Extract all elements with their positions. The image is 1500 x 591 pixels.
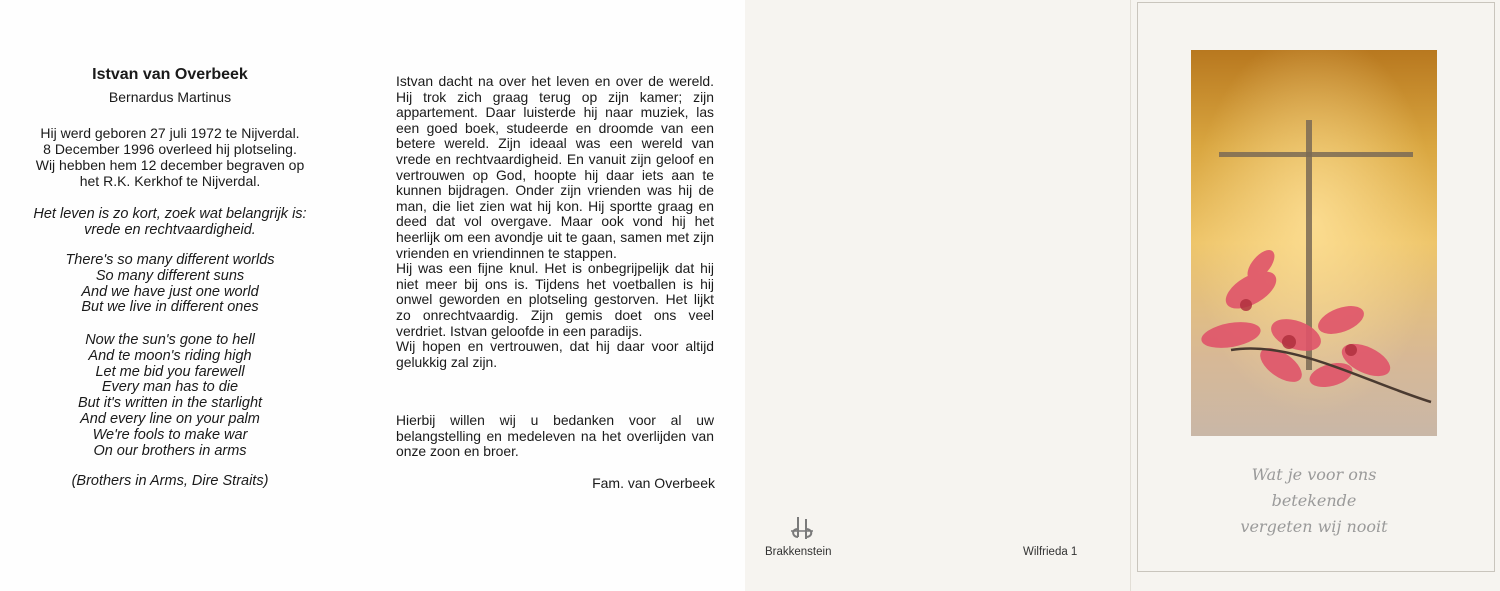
verse-line: We're fools to make war bbox=[92, 426, 248, 443]
verse-2 bbox=[0, 333, 340, 459]
deceased-name: Istvan van Overbeek bbox=[92, 66, 248, 83]
given-names: Bernardus Martinus bbox=[108, 89, 232, 105]
thanks-text: Hierbij willen wij u bedanken voor al uw belangstelling en medeleven na het overlijden van onze zoon en broer. bbox=[396, 412, 714, 460]
paragraph-death: Hij was een fijne knul. Het is onbegrijpelijk dat hij niet meer bij ons is. Tijdens het voetballen is hij onwel geworden en plotseling gestorven. Het lijkt zo onrechtvaardig. Zijn gemis doet ons veel verdriet. Istvan geloofde in een paradijs. bbox=[396, 260, 714, 339]
motto-line: Wat je voor ons bbox=[1251, 465, 1377, 484]
verse-line: There's so many different worlds bbox=[65, 252, 275, 268]
verse-line: And we have just one world bbox=[81, 283, 259, 300]
verse-line: But it's written in the starlight bbox=[77, 395, 263, 412]
bio-line: Wij hebben hem 12 december begraven op bbox=[35, 157, 305, 173]
saying-line: vrede en rechtvaardigheid. bbox=[84, 222, 256, 238]
outer-back-panel bbox=[745, 0, 1130, 591]
verse-1 bbox=[0, 253, 340, 316]
song-credit: (Brothers in Arms, Dire Straits) bbox=[71, 473, 269, 489]
verse-line: And te moon's riding high bbox=[88, 347, 252, 364]
paragraph-life: Istvan dacht na over het leven en over de wereld. Hij trok zich graag terug op zijn kamer; zijn appartement. Daar luisterde hij naar muziek, las een goed boek, studeerde en droomde van een betere wereld. Zijn ideaal was een wereld van vrede en rechtvaardigheid. En vanuit zijn geloof en vertrouwen op God, hoopte hij daar iets aan te kunnen bijdragen. Onder zijn vrienden was hij de man, die liet zien wat hij kon. Hij sportte graag en deed dat vol overgave. Maar ook vond hij het heerlijk om een avondje uit te gaan, samen met zijn vrienden en vriendinnen te stappen. bbox=[396, 73, 714, 261]
motto-line: betekende bbox=[1271, 491, 1357, 510]
bio-block bbox=[0, 125, 340, 189]
saying-line: Het leven is zo kort, zoek wat belangrijk is: bbox=[33, 206, 307, 222]
bio-line: Hij werd geboren 27 juli 1972 te Nijverdal. bbox=[40, 125, 300, 141]
signature: Fam. van Overbeek bbox=[592, 475, 715, 491]
bio-line: 8 December 1996 overleed hij plotseling. bbox=[43, 141, 297, 157]
paragraph-hope: Wij hopen en vertrouwen, dat hij daar voor altijd gelukkig zal zijn. bbox=[396, 338, 714, 370]
saying-block bbox=[0, 206, 340, 238]
inner-left-panel bbox=[0, 0, 372, 591]
memorial-text bbox=[396, 74, 714, 370]
verse-line: So many different suns bbox=[95, 267, 245, 284]
inner-right-panel bbox=[372, 0, 745, 591]
motto-line: vergeten wij nooit bbox=[1240, 517, 1388, 536]
bio-line: het R.K. Kerkhof te Nijverdal. bbox=[79, 173, 261, 189]
verse-line: On our brothers in arms bbox=[93, 442, 247, 459]
verse-line: Every man has to die bbox=[101, 379, 239, 396]
verse-line: Let me bid you farewell bbox=[95, 363, 245, 380]
motto bbox=[1191, 462, 1437, 540]
verse-line: Now the sun's gone to hell bbox=[85, 332, 255, 348]
brakkenstein-logo-icon bbox=[787, 513, 817, 543]
cross-with-orchid-icon bbox=[1191, 50, 1437, 436]
outer-front-panel bbox=[1130, 0, 1500, 591]
publisher-name: Brakkenstein bbox=[765, 546, 832, 558]
verse-line: And every line on your palm bbox=[80, 410, 260, 427]
verse-line: But we live in different ones bbox=[81, 299, 259, 316]
card-model: Wilfrieda 1 bbox=[1023, 546, 1078, 558]
